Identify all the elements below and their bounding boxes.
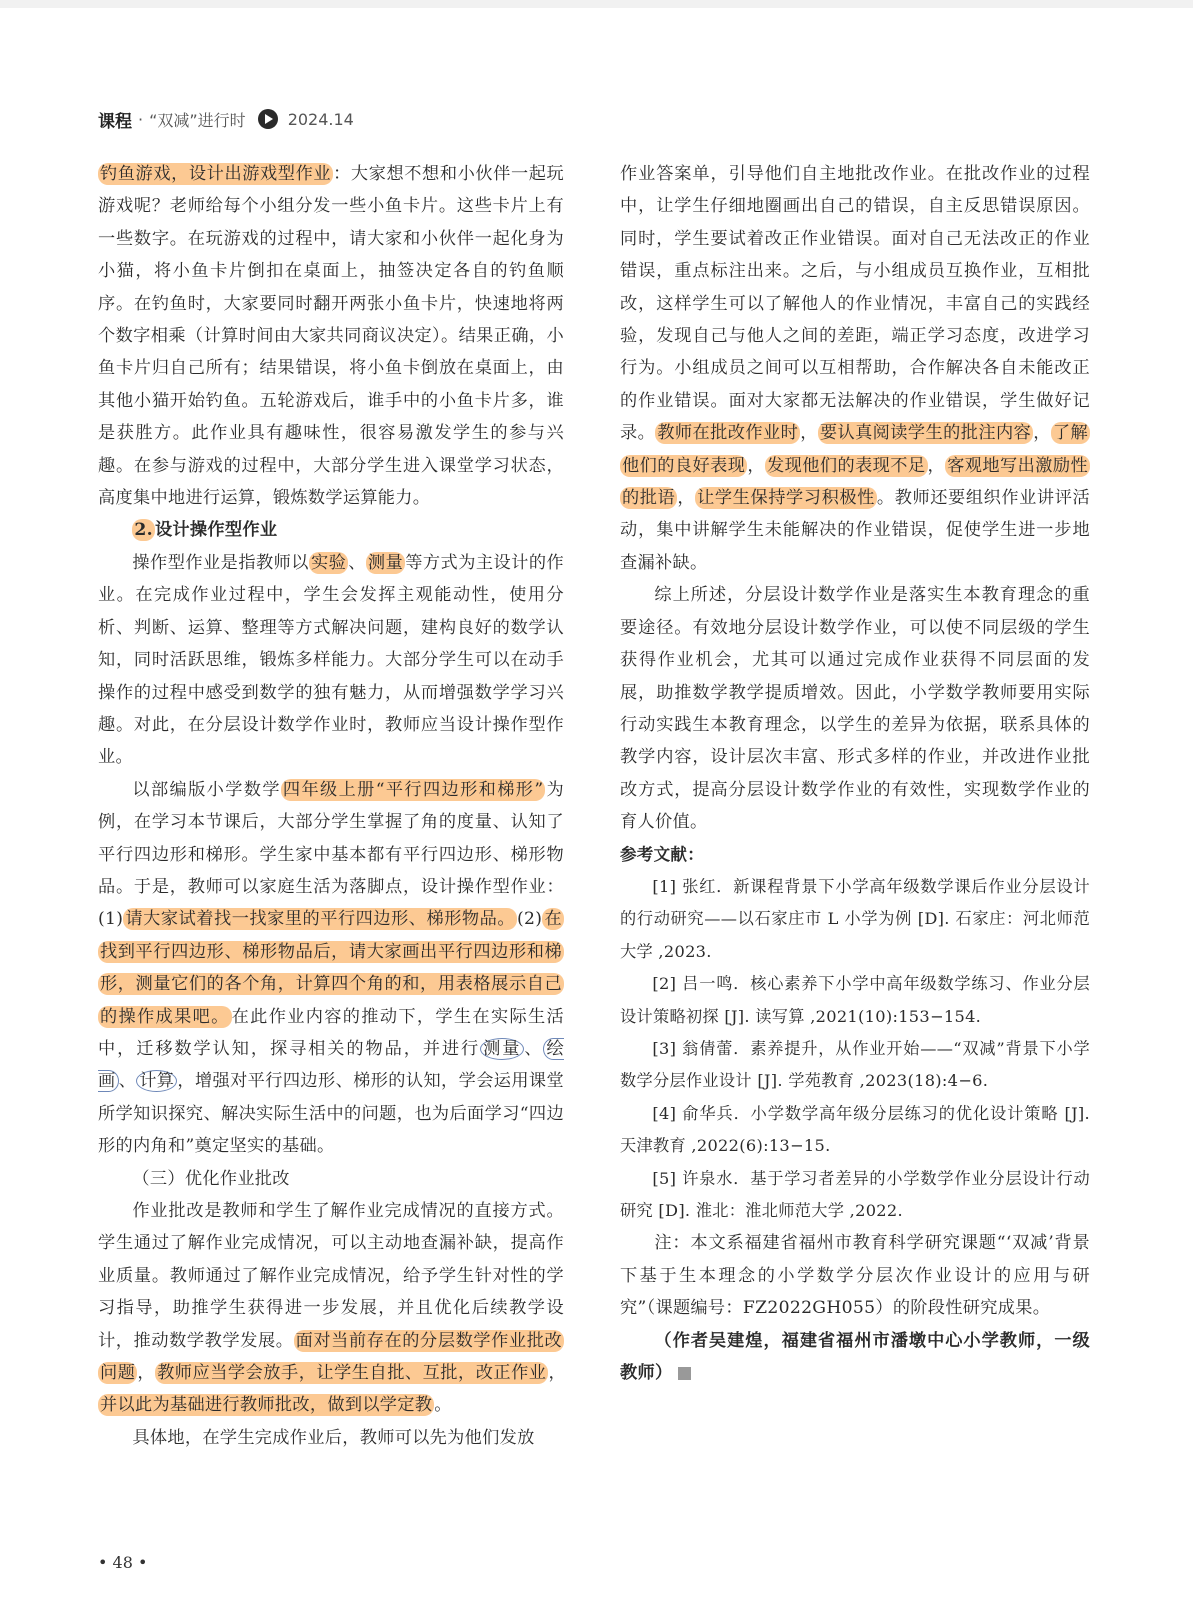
header-issue: 2024.14 [287, 109, 354, 129]
highlight: 钓鱼游戏，设计出游戏型作业 [100, 164, 332, 184]
highlight: 让学生保持学习积极性 [697, 488, 875, 509]
references-title: 参考文献： [620, 844, 704, 864]
pen-circle-annotation: 计算 [136, 1070, 177, 1092]
header-separator: · [138, 109, 144, 129]
reference-item: [3] 翁倩蕾．素养提升，从作业开始——“双减”背景下小学数学分层作业设计 [J]. 学苑教育 ,2023(18):4−6. [620, 1038, 1090, 1091]
left-column [98, 158, 564, 1454]
play-icon [258, 109, 278, 129]
highlight: 在找到平行四边形、梯形物品后，请大家画出平行四边形和梯形，测量它们的各个角，计算四个角的和，用表格展示自己的操作成果吧。 [100, 909, 562, 1027]
paragraph: 操作型作业是指教师以 实验 、 测量 等方式为主设计的作业。在完成作业过程中，学生会发挥主观能动性，使用分析、判断、运算、整理等方式解决问题，建构良好的数学认知，同时活跃思维，锻炼多样能力。大部分学生可以在动手操作的过程中感受到数学的独有魅力，从而增强数学学习兴趣。对此，在分层设计数学作业时，教师应当设计操作型作业。 [98, 552, 564, 768]
author-info: （作者吴建煌，福建省福州市潘墩中心小学教师，一级教师） [620, 1330, 1090, 1384]
highlight: 教师在批改作业时 [657, 423, 799, 444]
paragraph: 以部编版小学数学 四年级上册“平行四边形和梯形” 为例，在学习本节课后，大部分学生掌握了角的度量、认知了平行四边形和梯形。学生家中基本都有平行四边形、梯形物品。于是，教师可以家庭生活为落脚点，设计操作型作业：(1) 请大家试着找一找家里的平行四边形、梯形物品。 (2) 在找到平行四边形、梯形物品后，请大家画出平行四边形和梯形，测量它们的各个角，计算四个角的和，用表格展示自己的操作成果吧。 在此作业内容的推动下，学生在实际生活中，迁移数学认知，探寻相关的物品，并进行 测量 、 绘画 、 计算 ，增强对平行四边形、梯形的认知，学会运用课堂所学知识探究、解决实际生活中的问题，也为后面学习“四边形的内角和”奠定坚实的基础。 [98, 779, 565, 1157]
highlight: 要认真阅读学生的批注内容 [819, 423, 1032, 444]
reference-item: [4] 俞华兵．小学数学高年级分层练习的优化设计策略 [J]. 天津教育 ,2022(6):13−15. [620, 1103, 1090, 1156]
highlight: 请大家试着找一找家里的平行四边形、梯形物品。 [125, 909, 516, 930]
paragraph: 作业答案单，引导他们自主地批改作业。在批改作业的过程中，让学生仔细地圈画出自己的错误，自主反思错误原因。同时，学生要试着改正作业错误。面对自己无法改正的作业错误，重点标注出来。之后，与小组成员互换作业，互相批改，这样学生可以了解他人的作业情况，丰富自己的实践经验，发现自己与他人之间的差距，端正学习态度，改进学习行为。小组成员之间可以互相帮助，合作解决各自未能改正的作业错误。面对大家都无法解决的作业错误，学生做好记录。 教师在批改作业时 ， 要认真阅读学生的批注内容 ， 了解他们的良好表现 ， 发现他们的表现不足 ， 客观地写出激励性的批语 ， 让学生保持学习积极性 。教师还要组织作业讲评活动，集中讲解学生未能解决的作业错误，促使学生进一步地查漏补缺。 [620, 164, 1090, 573]
header-section: 课程 [98, 111, 132, 132]
pen-circle-annotation: 测量 [480, 1038, 524, 1060]
highlight: 教师应当学会放手，让学生自批、互批，改正作业 [157, 1363, 547, 1384]
right-column [620, 158, 1090, 1389]
reference-item: [2] 吕一鸣．核心素养下小学中高年级数学练习、作业分层设计策略初探 [J]. 读写算 ,2021(10):153−154. [620, 974, 1090, 1026]
end-mark-icon [678, 1367, 691, 1380]
highlight: 客观地写出激励性的批语 [622, 455, 1088, 509]
top-band [0, 0, 1193, 8]
highlight: 了解他们的良好表现 [622, 423, 1088, 476]
conclusion-paragraph: 综上所述，分层设计数学作业是落实生本教育理念的重要途径。有效地分层设计数学作业，可以使不同层级的学生获得作业机会，尤其可以通过完成作业获得不同层面的发展，助推数学教学提质增效。因此，小学数学教师要用实际行动实践生本教育理念，以学生的差异为依据，联系具体的教学内容，设计层次丰富、形式多样的作业，并改进作业批改方式，提高分层设计数学作业的有效性，实现数学作业的育人价值。 [620, 585, 1090, 833]
subheading-optimize-grading: （三）优化作业批改 [132, 1168, 290, 1189]
highlight: 2. [134, 520, 153, 541]
paragraph: 作业批改是教师和学生了解作业完成情况的直接方式。学生通过了解作业完成情况，可以主动地查漏补缺，提高作业质量。教师通过了解作业完成情况，给予学生针对性的学习指导，助推学生获得进一步发展，并且优化后续教学设计，推动数学教学发展。 面对当前存在的分层数学作业批改问题 ， 教师应当学会放手，让学生自批、互批，改正作业 ，并以此为基础进行教师批改，做到以学定教 。 [98, 1201, 566, 1416]
page-number: • 48 • [98, 1553, 148, 1572]
reference-item: [1] 张红．新课程背景下小学高年级数学课后作业分层设计的行动研究——以石家庄市 L 小学为例 [D]. 石家庄：河北师范大学 ,2023. [620, 876, 1090, 961]
subheading-operation-homework: 2. 设计操作型作业 [134, 520, 278, 541]
running-header [98, 104, 354, 134]
header-column: “双减”进行时 [149, 110, 246, 130]
project-note: 注：本文系福建省福州市教育科学研究课题“‘双减’背景下基于生本理念的小学数学分层次作业设计的应用与研究”（课题编号：FZ2022GH055）的阶段性研究成果。 [620, 1233, 1090, 1319]
pen-circle-annotation: 绘画 [98, 1038, 564, 1092]
paragraph: 具体地，在学生完成作业后，教师可以先为他们发放 [132, 1427, 535, 1448]
highlight: 四年级上册“平行四边形和梯形” [282, 779, 544, 800]
paragraph: 钓鱼游戏，设计出游戏型作业 ：大家想不想和小伙伴一起玩游戏呢？老师给每个小组分发一些小鱼卡片。这些卡片上有一些数字。在玩游戏的过程中，请大家和小伙伴一起化身为小猫，将小鱼卡片倒扣在桌面上，抽签决定各自的钓鱼顺序。在钓鱼时，大家要同时翻开两张小鱼卡片，快速地将两个数字相乘（计算时间由大家共同商议决定）。结果正确，小鱼卡片归自己所有；结果错误，将小鱼卡倒放在桌面上，由其他小猫开始钓鱼。五轮游戏后，谁手中的小鱼卡片多，谁是获胜方。此作业具有趣味性，很容易激发学生的参与兴趣。在参与游戏的过程中，大部分学生进入课堂学习状态，高度集中地进行运算，锻炼数学运算能力。 [98, 164, 565, 509]
highlight: 面对当前存在的分层数学作业批改问题 [100, 1330, 562, 1384]
highlight: 测量 [367, 552, 404, 573]
reference-item: [5] 许泉水．基于学习者差异的小学数学作业分层设计行动研究 [D]. 淮北：淮北师范大学 ,2022. [620, 1168, 1090, 1220]
highlight: 并以此为基础进行教师批改，做到以学定教 [100, 1395, 433, 1416]
highlight: 发现他们的表现不足 [766, 455, 926, 476]
highlight: 实验 [310, 552, 347, 573]
